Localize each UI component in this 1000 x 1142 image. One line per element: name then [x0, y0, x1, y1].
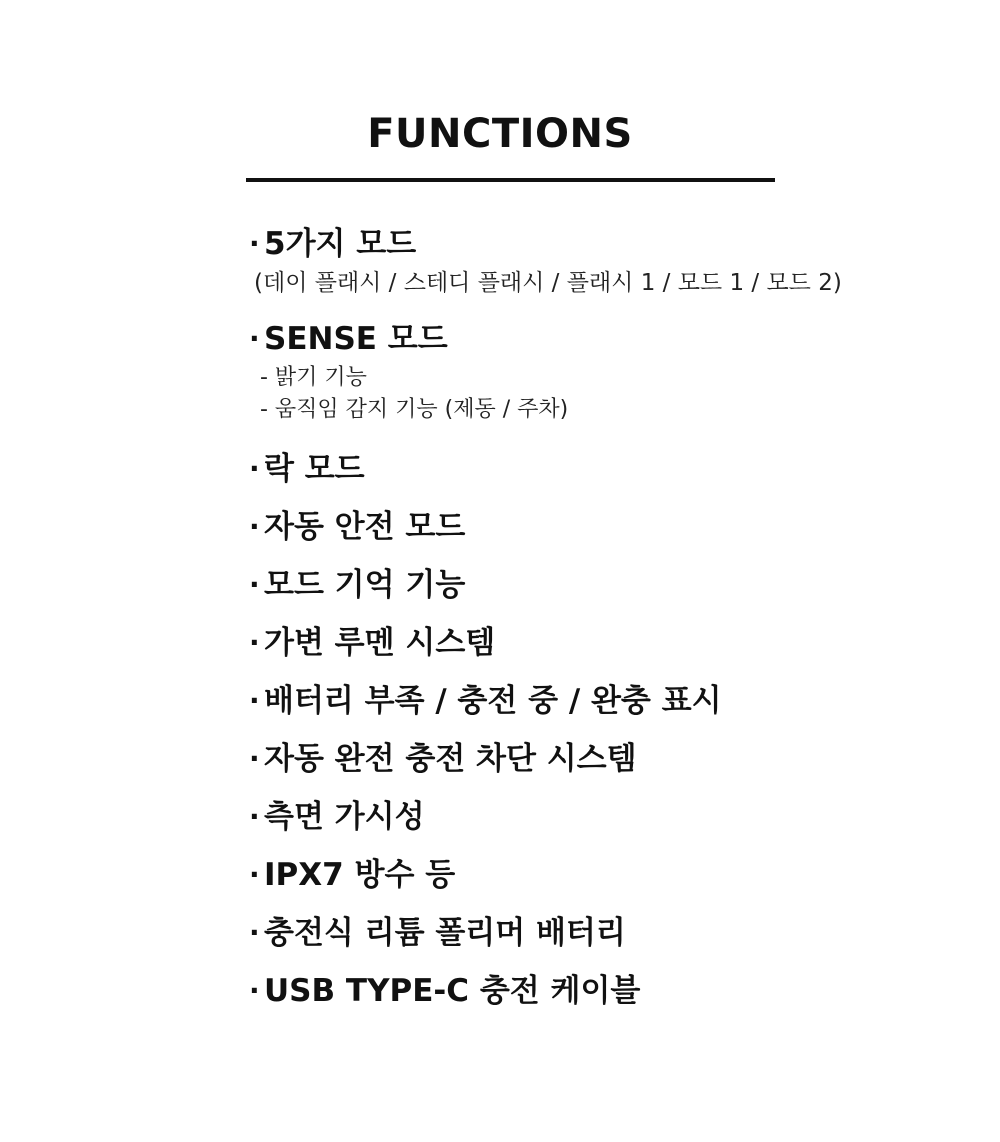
- feature-heading: [246, 855, 966, 895]
- feature-label: 측면 가시성: [264, 799, 425, 835]
- page-title: FUNCTIONS: [367, 111, 633, 157]
- bullet-dot: ·: [249, 626, 260, 659]
- feature-heading: [246, 681, 966, 721]
- feature-heading: [246, 507, 966, 547]
- feature-label: 자동 완전 충전 차단 시스템: [264, 741, 637, 777]
- bullet-dot: ·: [249, 684, 260, 717]
- feature-label: USB TYPE-C 충전 케이블: [264, 973, 641, 1009]
- feature-label: 모드 기억 기능: [264, 567, 466, 603]
- feature-item-auto-charge-cutoff: [246, 739, 966, 797]
- feature-heading: [246, 565, 966, 605]
- feature-item-battery-indicator: [246, 681, 966, 739]
- feature-label: IPX7 방수 등: [264, 857, 456, 893]
- bullet-dot: ·: [249, 974, 260, 1007]
- feature-heading: [246, 623, 966, 663]
- feature-item-lock-mode: [246, 449, 966, 507]
- bullet-dot: ·: [249, 568, 260, 601]
- feature-sub-item-motion: - 움직임 감지 기능 (제동 / 주차): [260, 397, 569, 422]
- feature-label: 가변 루멘 시스템: [264, 625, 496, 661]
- title-divider: [246, 178, 775, 182]
- feature-heading: [246, 797, 966, 837]
- feature-sub-item-brightness: - 밝기 기능: [260, 365, 367, 390]
- feature-heading: [246, 319, 966, 359]
- bullet-dot: ·: [249, 916, 260, 949]
- feature-item-li-po-battery: [246, 913, 966, 971]
- feature-heading: [246, 971, 966, 1011]
- feature-item-auto-safety-mode: [246, 507, 966, 565]
- bullet-dot: ·: [249, 510, 260, 543]
- feature-item-sense-mode: [246, 319, 966, 449]
- bullet-dot: ·: [249, 227, 260, 260]
- feature-heading: [246, 224, 966, 264]
- feature-item-variable-lumen: [246, 623, 966, 681]
- feature-list: [246, 224, 966, 1029]
- feature-label: 5가지 모드: [264, 226, 417, 262]
- bullet-dot: ·: [249, 742, 260, 775]
- feature-label: 충전식 리튬 폴리머 배터리: [264, 915, 626, 951]
- feature-heading: [246, 913, 966, 953]
- feature-note: (데이 플래시 / 스테디 플래시 / 플래시 1 / 모드 1 / 모드 2): [254, 270, 842, 296]
- bullet-dot: ·: [249, 452, 260, 485]
- feature-heading: [246, 739, 966, 779]
- feature-label: 락 모드: [264, 451, 365, 487]
- feature-item-mode-memory: [246, 565, 966, 623]
- feature-item-ipx7: [246, 855, 966, 913]
- feature-label: 배터리 부족 / 충전 중 / 완충 표시: [264, 683, 722, 719]
- feature-item-side-visibility: [246, 797, 966, 855]
- feature-label: 자동 안전 모드: [264, 509, 466, 545]
- feature-item-5-modes: [246, 224, 966, 319]
- bullet-dot: ·: [249, 800, 260, 833]
- bullet-dot: ·: [249, 322, 260, 355]
- feature-item-usb-type-c: [246, 971, 966, 1029]
- bullet-dot: ·: [249, 858, 260, 891]
- feature-heading: [246, 449, 966, 489]
- feature-label: SENSE 모드: [264, 321, 448, 357]
